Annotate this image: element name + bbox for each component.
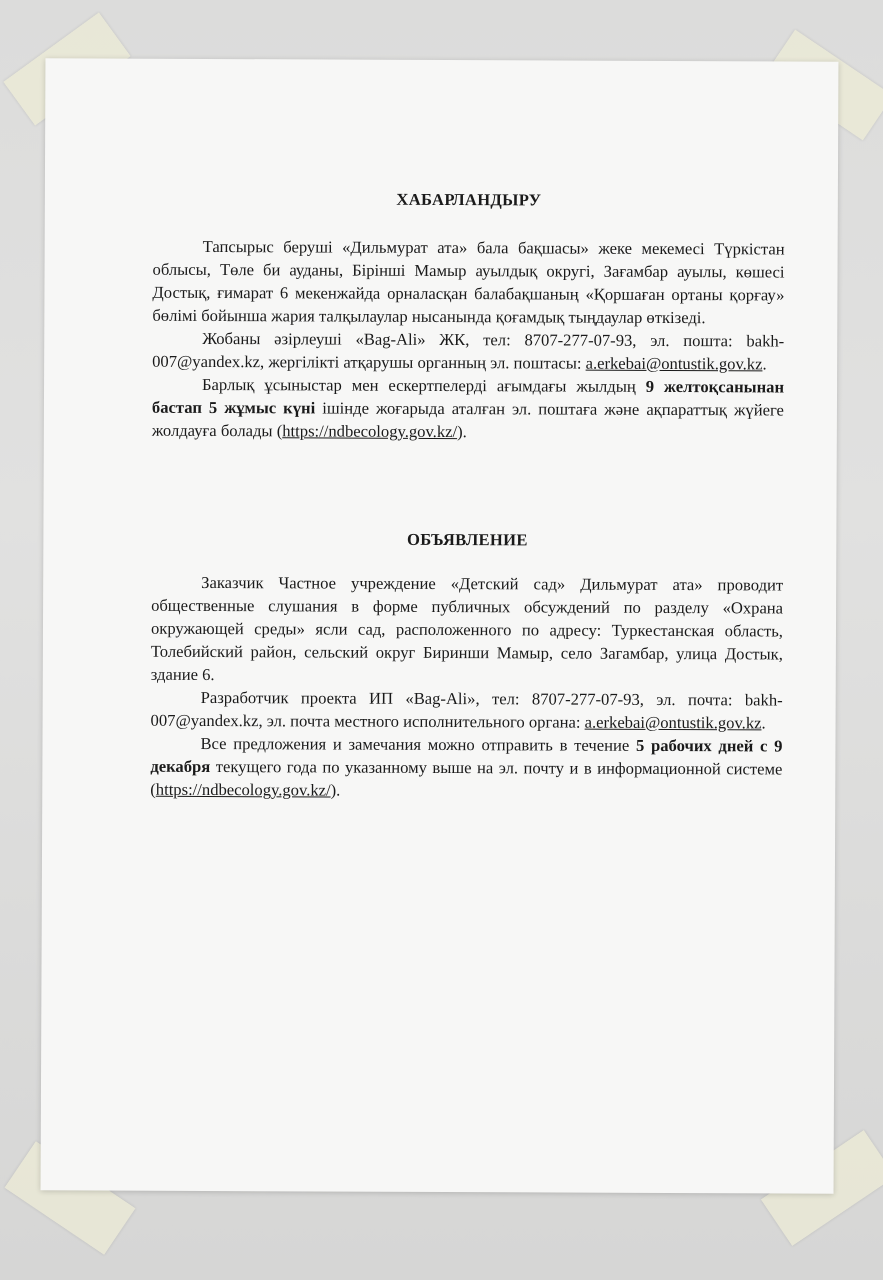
kz-heading: ХАБАРЛАНДЫРУ xyxy=(396,189,542,210)
ru-contact-text: Разработчик проекта ИП «Bag-Ali», тел: 8707-277-07-93, эл. почта: bakh-007@yandex.kz, эл. почта местного исполнительного органа: xyxy=(150,687,783,732)
kz-paragraph-3-end: ). xyxy=(457,422,467,442)
ru-paragraph-2 xyxy=(151,686,783,735)
kz-deadline-bold: 9 желтоқсанынан бастап 5 жұмыс күні xyxy=(151,376,785,418)
ru-section xyxy=(150,571,783,804)
kz-deadline-text: ішінде жоғарыда аталған эл. поштаға және ақпараттық жүйеге жолдауға болады ( xyxy=(151,398,784,441)
kz-paragraph-1: Тапсырыс беруші «Дильмурат ата» бала бақшасы» жеке мекемесі Түркістан облысы, Төле би ауданы, Бірінші Мамыр ауылдық округі, Зағамбар ауылы, көшесі Достық, ғимарат 6 мекенжайда орналасқан балабақшаның «Қоршаған ортаны қорғау» бөлімі бойынша жария талқылаулар нысанында қоғамдық тыңдаулар өткізеді. xyxy=(152,236,785,328)
kz-paragraph-2-end: . xyxy=(762,354,767,374)
ru-paragraph-2-end: . xyxy=(761,713,766,733)
ru-paragraph-3 xyxy=(150,732,782,804)
ru-deadline-text: текущего года по указанному выше на эл. почту и в информационной системе ( xyxy=(150,757,783,799)
kz-deadline-intro: Барлық ұсыныстар мен ескертпелерді ағымдағы жылдың xyxy=(202,374,646,396)
ru-website-link[interactable]: https://ndbecology.gov.kz/ xyxy=(155,779,331,800)
paper-sheet xyxy=(41,58,839,1193)
ru-heading: ОБЪЯВЛЕНИЕ xyxy=(406,529,528,550)
kz-section xyxy=(152,235,785,445)
ru-paragraph-1: Заказчик Частное учреждение «Детский сад» Дильмурат ата» проводит общественные слушания в форме публичных обсуждений по разделу «Охрана окружающей среды» ясли сад, расположенного по адресу: Туркестанская область, Толебийский район, сельский округ Биринши Мамыр, село Загамбар, улица Достык, здание 6. xyxy=(150,572,784,685)
kz-email-link[interactable]: a.erkebai@ontustik.gov.kz xyxy=(585,353,763,374)
kz-paragraph-3 xyxy=(152,373,784,445)
ru-deadline-bold: 5 рабочих дней с 9 декабря xyxy=(150,735,783,777)
announcement-content xyxy=(150,59,785,800)
kz-website-link[interactable]: https://ndbecology.gov.kz/ xyxy=(282,421,458,442)
kz-contact-text: Жобаны әзірлеуші «Bag-Ali» ЖК, тел: 8707-277-07-93, эл. пошта: bakh-007@yandex.kz, жергілікті атқарушы органның эл. поштасы: xyxy=(152,328,785,373)
ru-deadline-intro: Все предложения и замечания можно отправить в течение xyxy=(200,733,637,755)
kz-paragraph-2 xyxy=(152,327,784,376)
ru-paragraph-3-end: ). xyxy=(330,780,341,800)
ru-email-link[interactable]: a.erkebai@ontustik.gov.kz xyxy=(584,712,762,733)
